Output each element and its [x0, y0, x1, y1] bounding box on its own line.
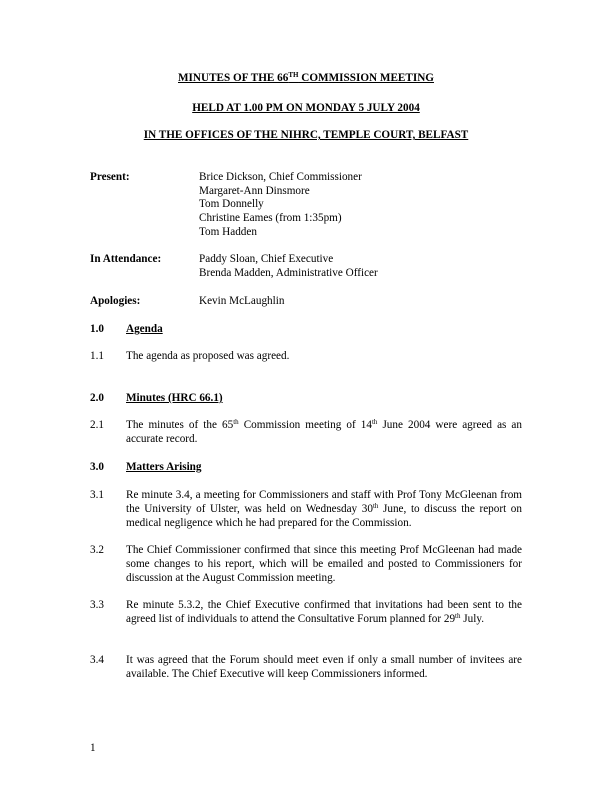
item-text: Re minute 3.4, a meeting for Commissioners and staff with Prof Tony McGleenan from the University of Ulster, was held on Wednesday 30th June, to discuss the report on medical negligence which he had prepared for the Commission.	[126, 489, 522, 529]
present-name: Christine Eames (from 1:35pm)	[199, 212, 342, 224]
item-number: 3.2	[90, 544, 104, 556]
item-text: The Chief Commissioner confirmed that since this meeting Prof McGleenan had made some changes to his report, which will be emailed and posted to Commissioners for discussion at the August Commission meeting.	[126, 544, 522, 584]
title-line-2: HELD AT 1.00 PM ON MONDAY 5 JULY 2004	[192, 102, 420, 114]
present-name: Tom Hadden	[199, 226, 257, 238]
item-number: 3.3	[90, 599, 104, 611]
attendance-name: Brenda Madden, Administrative Officer	[199, 267, 378, 279]
item-number: 3.4	[90, 654, 104, 666]
item-number: 3.1	[90, 489, 104, 501]
item-number: 2.1	[90, 419, 104, 431]
present-name: Brice Dickson, Chief Commissioner	[199, 171, 362, 183]
item-text: It was agreed that the Forum should meet even if only a small number of invitees are available. The Chief Executive will keep Commissioners informed.	[126, 654, 522, 680]
item-number: 1.1	[90, 350, 104, 362]
present-label: Present:	[90, 171, 130, 183]
item-text: The agenda as proposed was agreed.	[126, 350, 290, 362]
section-number: 2.0	[90, 392, 104, 404]
title-line-3: IN THE OFFICES OF THE NIHRC, TEMPLE COURT, BELFAST	[143, 129, 469, 141]
title-line-1: MINUTES OF THE 66TH COMMISSION MEETING	[178, 71, 434, 84]
section-heading: Minutes (HRC 66.1)	[126, 392, 223, 404]
section-heading: Matters Arising	[126, 461, 202, 473]
apologies-label: Apologies:	[90, 295, 141, 307]
section-number: 1.0	[90, 323, 104, 335]
present-name: Tom Donnelly	[199, 198, 264, 210]
present-name: Margaret-Ann Dinsmore	[199, 185, 310, 197]
page-number: 1	[90, 742, 96, 754]
item-text: The minutes of the 65th Commission meeting of 14th June 2004 were agreed as an accurate record.	[126, 418, 522, 445]
attendance-name: Paddy Sloan, Chief Executive	[199, 253, 334, 265]
section-number: 3.0	[90, 461, 104, 473]
attendance-label: In Attendance:	[90, 253, 162, 265]
section-heading: Agenda	[126, 323, 163, 335]
item-text: Re minute 5.3.2, the Chief Executive confirmed that invitations had been sent to the agreed list of individuals to attend the Consultative Forum planned for 29th July.	[126, 599, 522, 625]
apologies-name: Kevin McLaughlin	[199, 295, 285, 307]
